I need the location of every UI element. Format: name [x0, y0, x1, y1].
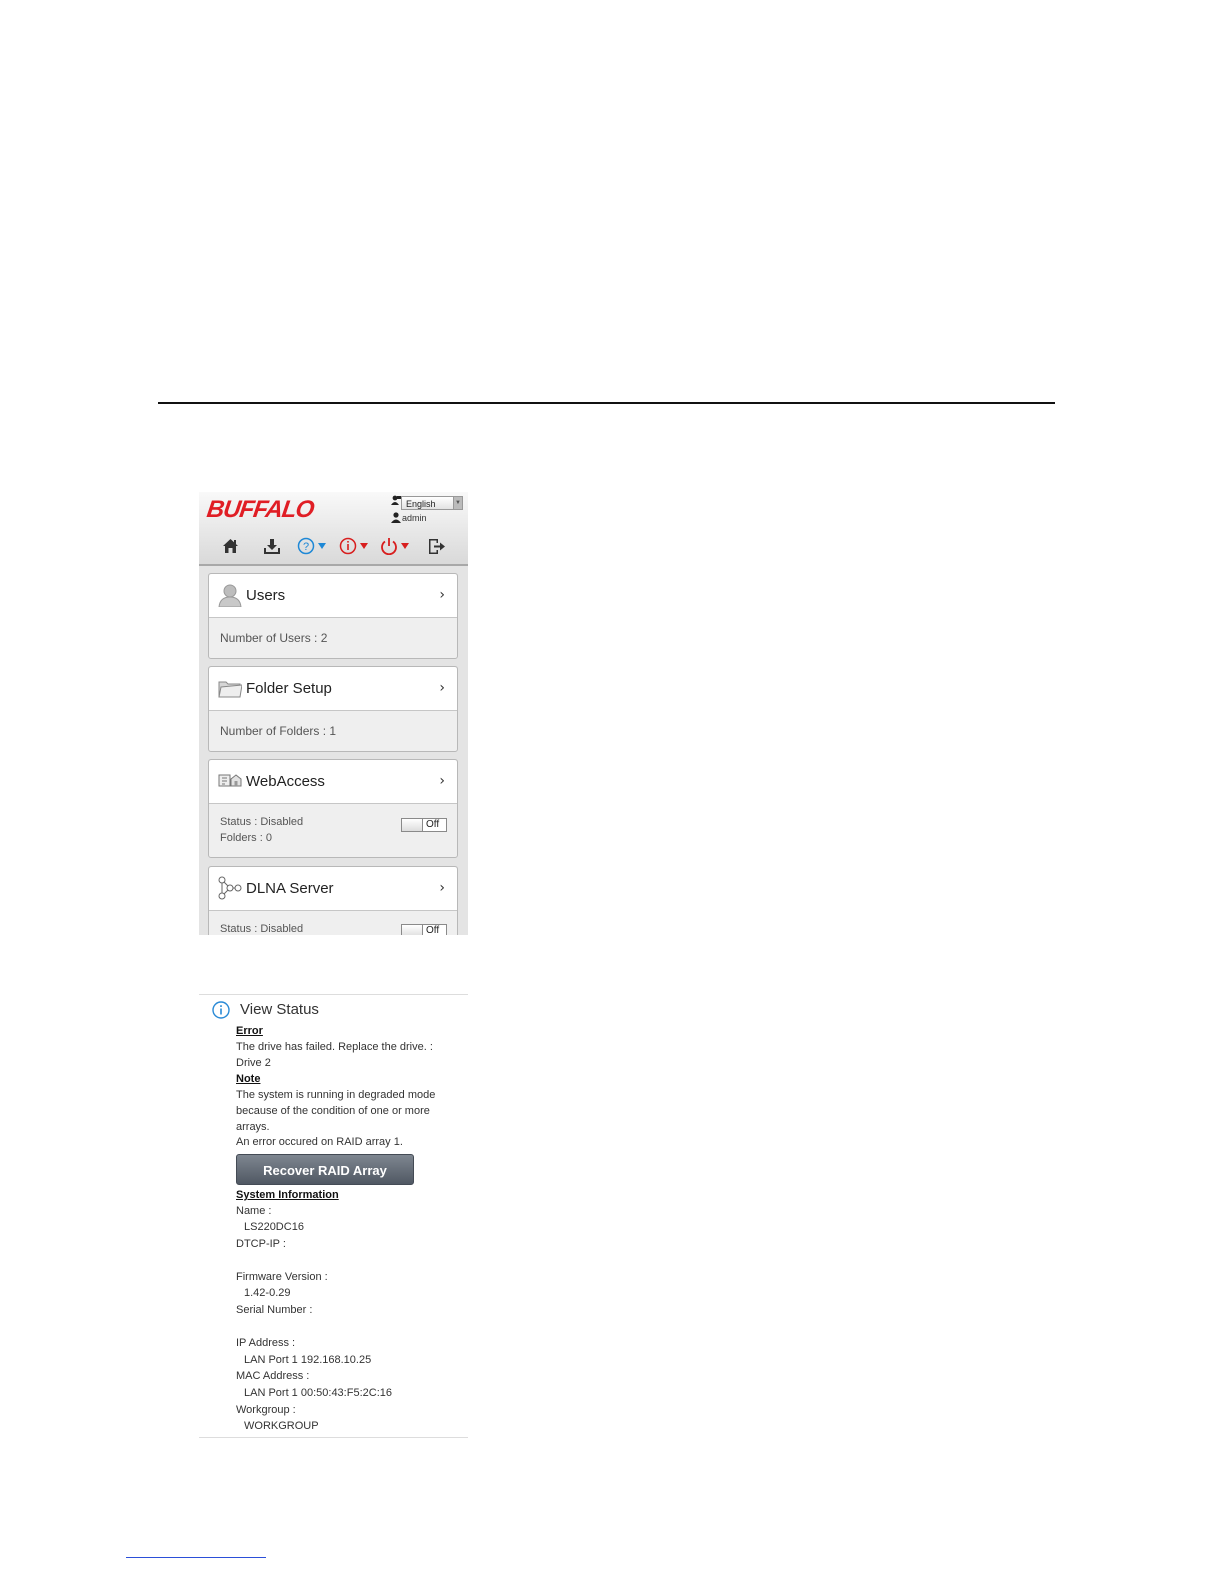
toggle-knob [402, 819, 423, 831]
chevron-right-icon: › [439, 773, 445, 789]
view-status-screenshot [199, 994, 468, 1438]
dlna-toggle[interactable] [401, 924, 447, 935]
ip-value: LAN Port 1 192.168.10.25 [244, 1354, 372, 1366]
help-icon [297, 537, 329, 555]
dashboard-screenshot [199, 492, 468, 935]
buffalo-logo: BUFFALO [205, 496, 316, 523]
download-icon [263, 538, 281, 555]
webaccess-status: Status : Disabled [220, 816, 304, 828]
home-button[interactable] [222, 534, 239, 558]
user-silhouette-icon [218, 583, 242, 607]
error-message: The drive has failed. Replace the drive. : [236, 1041, 433, 1053]
folder-icon [218, 676, 242, 700]
workgroup-label: Workgroup : [236, 1404, 296, 1416]
recover-raid-array-button[interactable]: Recover RAID Array [236, 1154, 414, 1185]
home-icon [222, 538, 239, 554]
svg-text:?: ? [302, 541, 310, 553]
language-select[interactable] [401, 496, 463, 510]
dlna-toggle-label: Off [426, 925, 440, 935]
help-menu-button[interactable] [297, 534, 329, 558]
power-menu-button[interactable] [380, 534, 412, 558]
chevron-right-icon: › [439, 680, 445, 696]
webaccess-card-title: WebAccess [246, 773, 325, 790]
chevron-right-icon: › [439, 587, 445, 603]
error-heading: Error [236, 1025, 263, 1037]
firmware-value: 1.42-0.29 [244, 1287, 291, 1299]
folders-count: Number of Folders : 1 [220, 724, 337, 738]
page-divider [158, 402, 1055, 404]
webaccess-card-header[interactable] [209, 760, 457, 804]
note-line: An error occured on RAID array 1. [236, 1136, 403, 1148]
power-icon [380, 537, 412, 555]
webaccess-card [208, 759, 458, 858]
footer-link-underline[interactable] [126, 1557, 266, 1558]
users-card-header[interactable] [209, 574, 457, 618]
language-icon [391, 495, 401, 505]
chevron-right-icon: › [439, 880, 445, 896]
mac-label: MAC Address : [236, 1370, 310, 1382]
error-drive: Drive 2 [236, 1057, 271, 1069]
webaccess-folders: Folders : 0 [220, 832, 272, 844]
folder-setup-card [208, 666, 458, 752]
logout-icon [428, 538, 446, 555]
note-line: The system is running in degraded mode [236, 1089, 436, 1101]
workgroup-value: WORKGROUP [244, 1420, 319, 1432]
webaccess-toggle[interactable] [401, 818, 447, 832]
info-menu-button[interactable] [339, 534, 371, 558]
note-line: because of the condition of one or more [236, 1105, 430, 1117]
logout-button[interactable] [428, 534, 446, 558]
toolbar [199, 534, 468, 560]
users-card [208, 573, 458, 659]
mac-value: LAN Port 1 00:50:43:F5:2C:16 [244, 1387, 392, 1399]
name-value: LS220DC16 [244, 1221, 304, 1233]
dlna-card-title: DLNA Server [246, 880, 334, 897]
webaccess-icon [218, 769, 242, 793]
webaccess-toggle-label: Off [426, 819, 440, 830]
language-value: English [406, 499, 436, 509]
info-icon [339, 537, 371, 555]
folder-setup-card-title: Folder Setup [246, 680, 332, 697]
note-heading: Note [236, 1073, 261, 1085]
dtcp-label: DTCP-IP : [236, 1238, 286, 1250]
dlna-card [208, 866, 458, 935]
current-user: admin [402, 513, 427, 523]
firmware-label: Firmware Version : [236, 1271, 328, 1283]
dlna-status: Status : Disabled [220, 923, 304, 935]
download-button[interactable] [263, 534, 281, 558]
system-information-heading: System Information [236, 1189, 339, 1201]
toggle-knob [402, 925, 423, 935]
dlna-card-header[interactable] [209, 867, 457, 911]
serial-label: Serial Number : [236, 1304, 313, 1316]
note-line: arrays. [236, 1121, 270, 1133]
view-status-title: View Status [240, 1001, 319, 1018]
chevron-down-icon: ▼ [453, 497, 462, 509]
users-card-title: Users [246, 587, 286, 604]
folder-setup-card-header[interactable] [209, 667, 457, 711]
user-icon [391, 512, 401, 523]
app-header [199, 492, 468, 566]
ip-label: IP Address : [236, 1337, 296, 1349]
dlna-network-icon [218, 876, 242, 900]
info-icon [212, 1001, 230, 1019]
users-count: Number of Users : 2 [220, 631, 328, 645]
name-label: Name : [236, 1205, 272, 1217]
